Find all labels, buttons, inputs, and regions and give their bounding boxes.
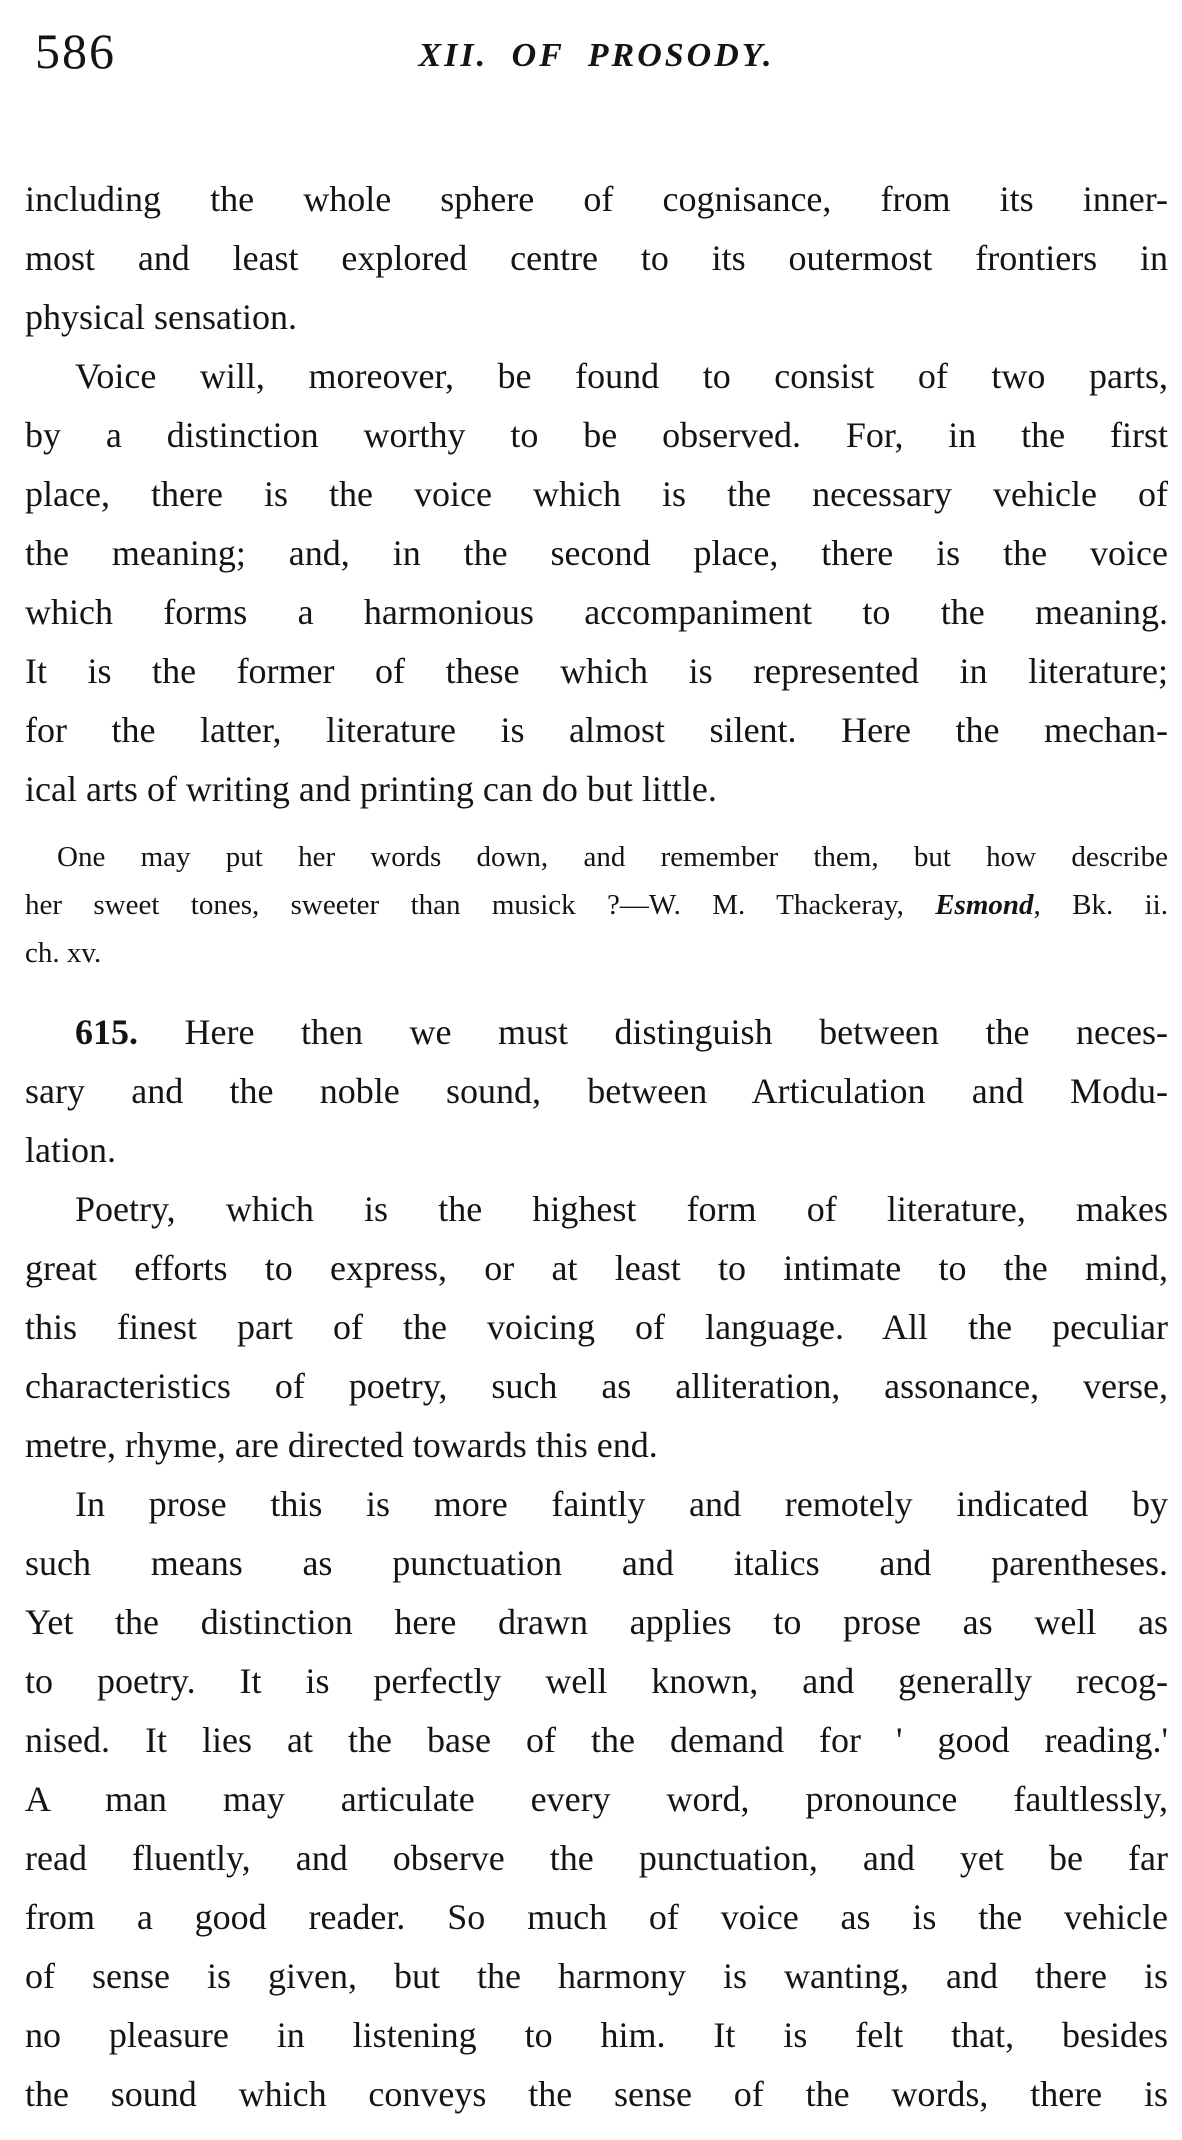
text-line — [25, 1888, 1168, 1947]
page-number: 586 — [35, 23, 116, 79]
text-segment: of sense is given, but the harmony is wanting, and there is — [25, 1956, 1168, 1996]
text-line — [25, 1652, 1168, 1711]
text-segment: , Bk. ii. — [1033, 889, 1168, 921]
text-segment: by a distinction worthy to be observed. For, in the first — [25, 415, 1168, 455]
text-segment: ch. xv. — [25, 937, 102, 969]
text-line — [25, 1829, 1168, 1888]
text-segment: characteristics of poetry, such as alliteration, assonance, verse, — [25, 1366, 1168, 1406]
text-line — [25, 347, 1168, 406]
text-line — [25, 760, 1168, 819]
text-segment: the sound which conveys the sense of the words, there is — [25, 2074, 1168, 2114]
text-segment: place, there is the voice which is the necessary vehicle of — [25, 474, 1168, 514]
text-line — [25, 1239, 1168, 1298]
text-segment: this finest part of the voicing of language. All the peculiar — [25, 1307, 1168, 1347]
text-segment: nised. It lies at the base of the demand for ' good reading.' — [25, 1720, 1168, 1760]
text-line — [25, 1003, 1168, 1062]
quote-thackeray-esmond — [25, 833, 1168, 977]
text-line — [25, 229, 1168, 288]
text-line — [25, 1534, 1168, 1593]
text-segment: A man may articulate every word, pronounce faultlessly, — [25, 1779, 1168, 1819]
text-segment: lation. — [25, 1130, 116, 1170]
text-line — [25, 642, 1168, 701]
text-line — [25, 1180, 1168, 1239]
text-segment: read fluently, and observe the punctuation, and yet be far — [25, 1838, 1168, 1878]
text-segment: great efforts to express, or at least to intimate to the mind, — [25, 1248, 1168, 1288]
text-line — [25, 1475, 1168, 1534]
text-segment: One may put her words down, and remember them, but how describe — [57, 841, 1168, 873]
text-segment: sary and the noble sound, between Articulation and Modu- — [25, 1071, 1168, 1111]
text-line — [25, 1770, 1168, 1829]
text-line — [25, 929, 1168, 977]
paragraph-615-articulation-modulation — [25, 1003, 1168, 1180]
text-segment: Poetry, which is the highest form of literature, makes — [75, 1189, 1168, 1229]
text-line — [25, 288, 1168, 347]
text-segment: In prose this is more faintly and remotely indicated by — [75, 1484, 1168, 1524]
text-segment: which forms a harmonious accompaniment to the meaning. — [25, 592, 1168, 632]
text-segment-emphasis: Esmond — [935, 889, 1034, 921]
text-segment: from a good reader. So much of voice as is the vehicle — [25, 1897, 1168, 1937]
text-segment: Voice will, moreover, be found to consist of two parts, — [75, 356, 1168, 396]
text-line — [25, 701, 1168, 760]
text-line — [25, 1062, 1168, 1121]
text-segment: no pleasure in listening to him. It is felt that, besides — [25, 2015, 1168, 2055]
text-line — [25, 524, 1168, 583]
text-line — [25, 1298, 1168, 1357]
text-line — [25, 1593, 1168, 1652]
text-line — [25, 170, 1168, 229]
paragraph-voice-two-parts — [25, 347, 1168, 819]
paragraph-cognisance — [25, 170, 1168, 347]
text-segment: for the latter, literature is almost silent. Here the mechan- — [25, 710, 1168, 750]
text-line — [25, 465, 1168, 524]
page-body — [25, 170, 1168, 2124]
page-header — [25, 0, 1168, 114]
text-segment: most and least explored centre to its outermost frontiers in — [25, 238, 1168, 278]
paragraph-poetry-highest-form — [25, 1180, 1168, 1475]
text-line — [25, 2065, 1168, 2124]
text-segment: the meaning; and, in the second place, there is the voice — [25, 533, 1168, 573]
text-segment: ical arts of writing and printing can do but little. — [25, 769, 717, 809]
text-segment: It is the former of these which is represented in literature; — [25, 651, 1168, 691]
text-segment: physical sensation. — [25, 297, 297, 337]
text-segment: Yet the distinction here drawn applies to prose as well as — [25, 1602, 1168, 1642]
text-line — [25, 1357, 1168, 1416]
text-line — [25, 1711, 1168, 1770]
paragraph-prose-good-reading — [25, 1475, 1168, 2124]
text-segment: her sweet tones, sweeter than musick ?—W. M. Thackeray, — [25, 889, 936, 921]
text-segment: metre, rhyme, are directed towards this end. — [25, 1425, 658, 1465]
text-line — [25, 833, 1168, 881]
text-line — [25, 881, 1168, 929]
text-line — [25, 1947, 1168, 2006]
text-line — [25, 1416, 1168, 1475]
running-title: XII. OF PROSODY. — [418, 37, 775, 74]
text-line — [25, 2006, 1168, 2065]
text-line — [25, 1121, 1168, 1180]
text-line — [25, 583, 1168, 642]
text-segment: such means as punctuation and italics and parentheses. — [25, 1543, 1168, 1583]
text-line — [25, 406, 1168, 465]
text-segment-emphasis: 615. — [75, 1012, 138, 1052]
text-segment: Here then we must distinguish between the neces- — [138, 1012, 1168, 1052]
text-segment: to poetry. It is perfectly well known, and generally recog- — [25, 1661, 1168, 1701]
text-segment: including the whole sphere of cognisance, from its inner- — [25, 179, 1168, 219]
